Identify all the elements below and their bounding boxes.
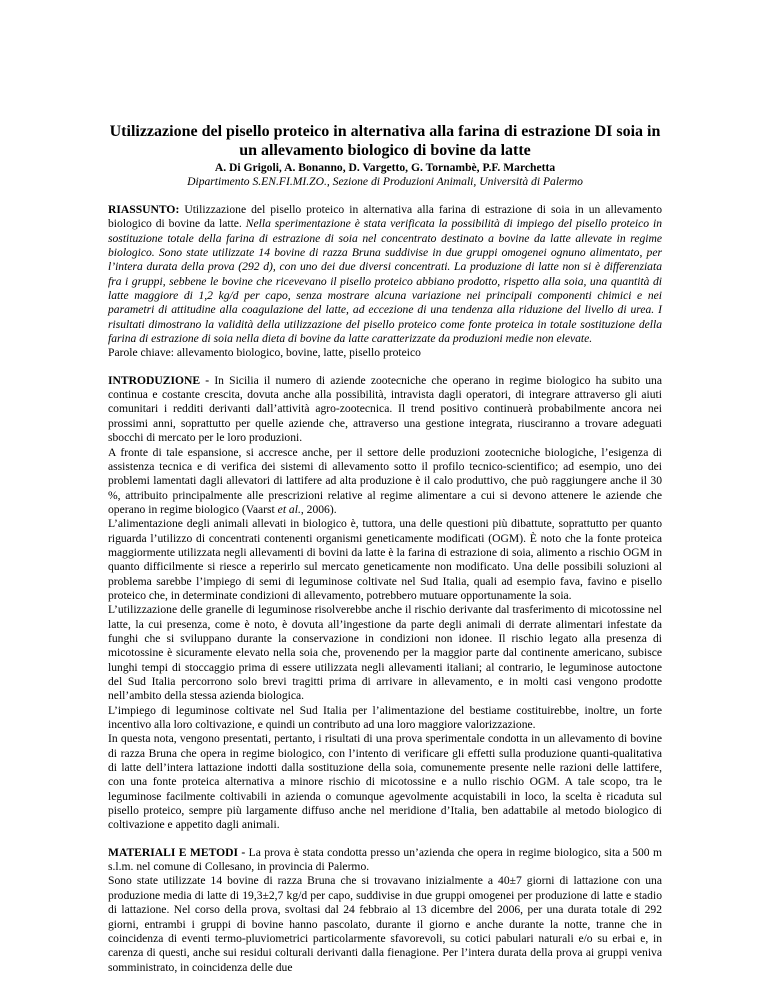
intro-p2-etal: et al. (277, 502, 301, 516)
keywords: Parole chiave: allevamento biologico, bovine, latte, pisello proteico (108, 346, 421, 360)
abstract-section (108, 203, 662, 361)
authors: A. Di Grigoli, A. Bonanno, D. Vargetto, G. Tornambè, P.F. Marchetta (214, 161, 556, 174)
materiali-paragraph-1 (108, 846, 662, 875)
intro-p2-text: A fronte di tale espansione, si accresce anche, per il settore delle produzioni zootecniche biologiche, l’esigenza di assistenza tecnica e di verifica dei sistemi di allevamento sotto il profilo tecnico-scientifico; ad esempio, uno dei problemi lamentati dagli allevatori di lattifere ad alta produzione è il calo produttivo, che può raggiungere anche il 30 %, attribuito principalmente alle prescrizioni relative al regime alimentare a cui si devono attenere le aziende che operano in regime biologico (Vaarst (108, 445, 662, 516)
materiali-p1-text: La prova è stata condotta presso un’azienda che opera in regime biologico, sita a 500 m s.l.m. nel comune di Collesano, in provincia di Palermo. (108, 845, 662, 874)
materiali-label: MATERIALI E METODI - (108, 845, 246, 859)
intro-paragraph-6: In questa nota, vengono presentati, pertanto, i risultati di una prova sperimentale condotta in un allevamento di bovine di razza Bruna che opera in regime biologico, con l’intento di verificare gli effetti sulla produzione quanti-qualitativa di latte dell’intera lattazione indotti dalla sostituzione della soia, comunemente presente nelle razioni delle lattifere, con una fonte proteica alternativa a minore rischio di micotossine e a nullo rischio OGM. A tale scopo, tra le leguminose facilmente coltivabili in azienda o comunque agevolmente acquistabili in loco, la scelta è ricaduta sul pisello proteico, sempre più largamente diffuso anche nel meridione d’Italia, ben adattabile al metodo biologico di coltivazione e appetito dagli animali. (108, 732, 662, 832)
introduzione-label: INTRODUZIONE - (108, 373, 210, 387)
intro-p1-text: In Sicilia il numero di aziende zootecniche che operano in regime biologico ha subito una continua e costante crescita, dovuta anche alla possibilità, intravista dagli operatori, di integrare attraverso gli aiuti comunitari i redditi derivanti dall’attività agro-zootecnica. Il trend positivo continuerà probabilmente ancora nei prossimi anni, soprattutto per quelle aziende che, attraverso una gestione integrata, riusciranno a trovare adeguati sbocchi di mercato per le loro produzioni. (108, 373, 662, 445)
abstract-label: RIASSUNTO: (108, 203, 180, 216)
materiali-section (108, 846, 662, 975)
affiliation: Dipartimento S.EN.FI.MI.ZO., Sezione di Produzioni Animali, Università di Palermo (187, 175, 583, 188)
intro-paragraph-1 (108, 374, 662, 446)
intro-paragraph-3: L’alimentazione degli animali allevati in biologico è, tuttora, una delle questioni più dibattute, soprattutto per quanto riguarda l’utilizzo di concentrati contenenti organismi geneticamente modificati (OGM). È noto che la fonte proteica maggiormente utilizzata negli allevamenti di bovini da latte è la farina di estrazione di soia, alimento a rischio OGM in quanto difficilmente si riesce a reperirlo sul mercato geneticamente non modificato. Una delle possibili soluzioni al problema sarebbe l’impiego di semi di leguminose coltivate nel Sud Italia, quali ad esempio fava, favino e pisello proteico che, in determinate condizioni di allevamento, potrebbero mutuare opportunamente la soia. (108, 517, 662, 602)
intro-paragraph-4: L’utilizzazione delle granelle di leguminose risolverebbe anche il rischio derivante dal trasferimento di micotossine nel latte, la cui presenza, come è noto, è dovuta all’ingestione da parte degli animali di derrate alimentari infestate da funghi che si sviluppano durante la conservazione in condizioni non idonee. Il rischio legato alla presenza di micotossine è sicuramente elevato nella soia che, provenendo per la maggior parte dal continente americano, subisce lunghi tempi di stoccaggio prima di essere utilizzata negli allevamenti italiani; al contrario, le leguminose autoctone del Sud Italia percorrono solo brevi tragitti prima di arrivare in allevamento, e in molti casi vengono prodotte nell’ambito della stessa azienda biologica. (108, 603, 662, 703)
intro-paragraph-2 (108, 446, 662, 518)
paper-title: Utilizzazione del pisello proteico in alternativa alla farina di estrazione DI soia in un allevamento biologico di bovine da latte (109, 123, 661, 159)
abstract-paragraph (108, 203, 662, 346)
abstract-body: Nella sperimentazione è stata verificata la possibilità di impiego del pisello proteico in sostituzione totale della farina di estrazione di soia nel concentrato destinato a bovine da latte allevate in regime biologico. Sono state utilizzate 14 bovine di razza Bruna suddivise in due gruppi omogenei ognuno alimentato, per l’intera durata della prova (292 d), con uno dei due diversi concentrati. La produzione di latte non si è differenziata fra i gruppi, sebbene le bovine che ricevevano il pisello proteico abbiano prodotto, rispetto alla soia, una quantità di latte maggiore di 1,2 kg/d per capo, senza mostrare alcuna variazione nei principali componenti chimici e nei parametri di attitudine alla coagulazione del latte, ad eccezione di una tendenza alla riduzione del livello di urea. I risultati dimostrano la validità della utilizzazione del pisello proteico come fonte proteica in totale sostituzione della farina di estrazione di soia nella dieta di bovine da latte caratterizzate da produzioni medie non elevate. (108, 217, 662, 346)
document-page (108, 122, 662, 975)
abstract-lead: Utilizzazione del pisello proteico in alternativa alla farina di estrazione di soia in un allevamento biologico di bovine da latte. (108, 203, 662, 231)
intro-paragraph-5: L’impiego di leguminose coltivate nel Sud Italia per l’alimentazione del bestiame costituirebbe, inoltre, un forte incentivo alla loro coltivazione, e quindi un contributo ad una loro maggiore valorizzazione. (108, 703, 662, 732)
introduzione-section (108, 374, 662, 833)
materiali-paragraph-2: Sono state utilizzate 14 bovine di razza Bruna che si trovavano inizialmente a 40±7 giorni di lattazione con una produzione media di latte di 19,3±2,7 kg/d per capo, suddivise in due gruppi omogenei per produzione di latte e stadio di lattazione. Nel corso della prova, svoltasi dal 24 febbraio al 13 dicembre del 2006, per una durata totale di 292 giorni, entrambi i gruppi di bovine hanno pascolato, durante il giorno e anche durante la notte, tranne che in coincidenza di eventi termo-pluviometrici particolarmente sfavorevoli, su cotici pabulari naturali e/o su erbai e, in carenza di questi, anche sui residui colturali derivanti dalla fienagione. Per l’intera durata della prova ai gruppi veniva somministrato, in coincidenza delle due (108, 874, 662, 974)
intro-p2-tail: , 2006). (300, 502, 337, 516)
